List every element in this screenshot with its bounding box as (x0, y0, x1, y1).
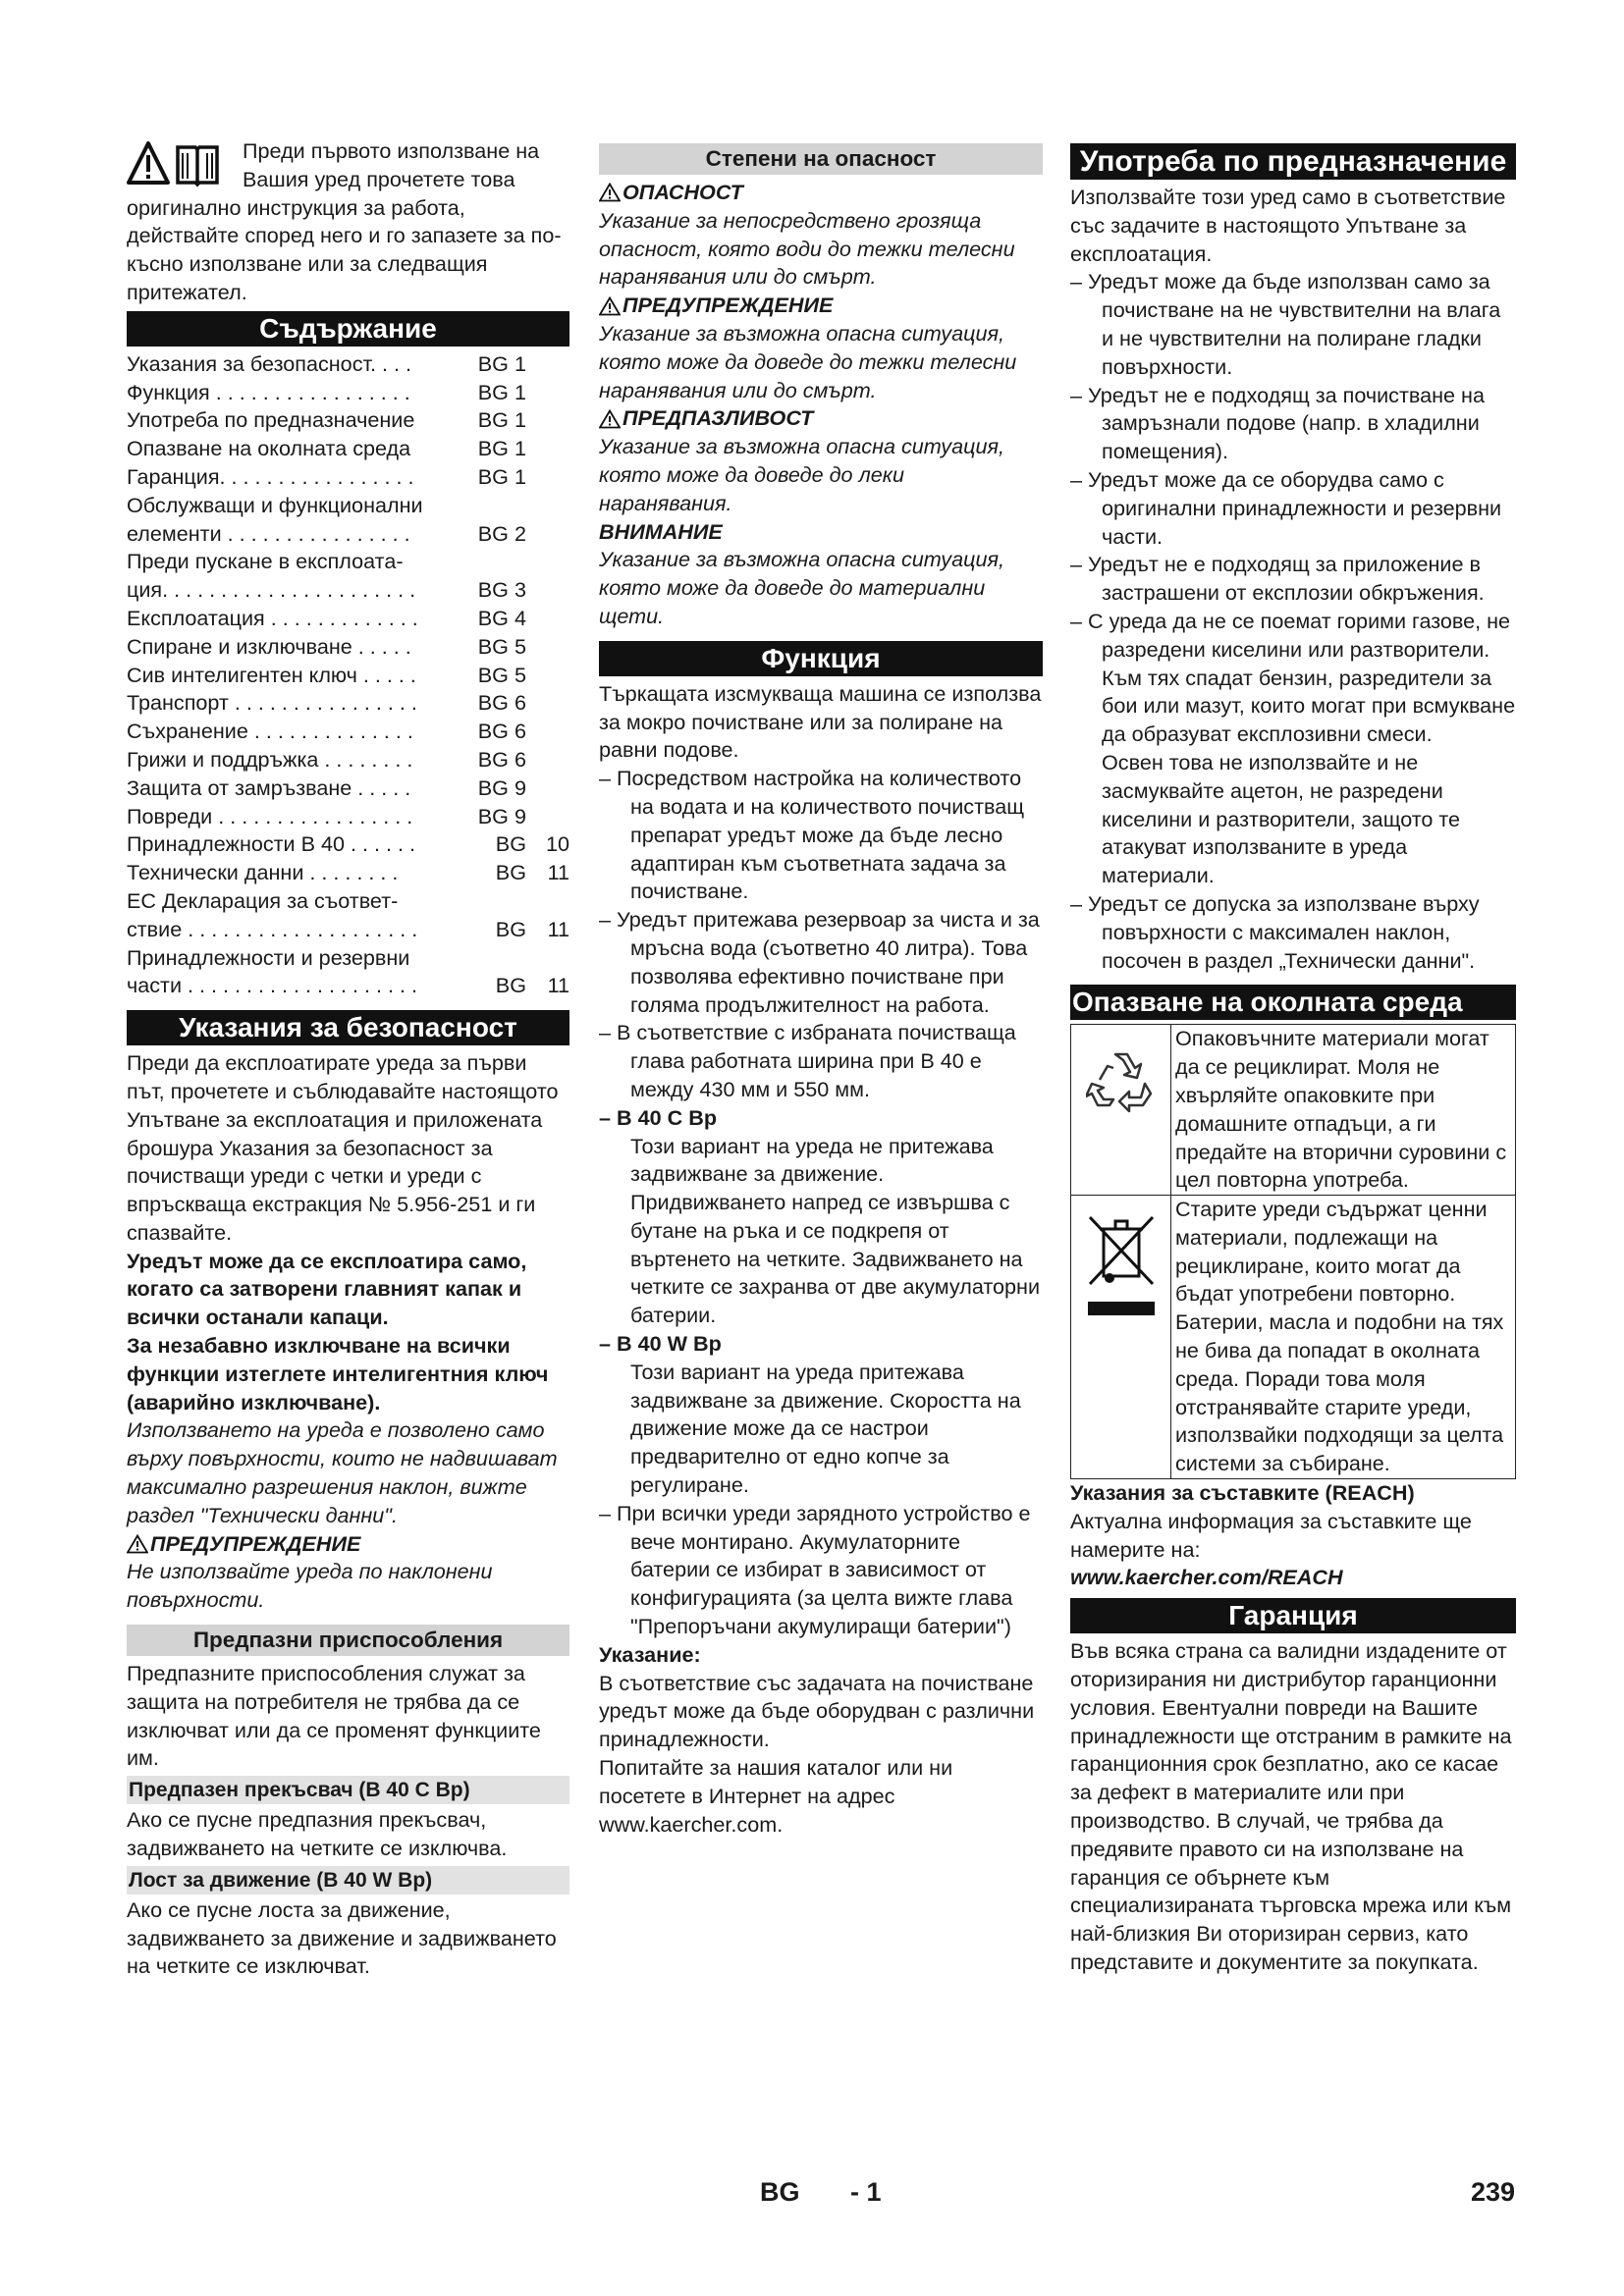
intended-use-text: Използвайте този уред само в съответствие със задачите в настоящото Упътване за експлоатация. (1070, 185, 1506, 266)
toc-item-label: Технически данни . . . . . . . . (127, 860, 399, 885)
toc-item (127, 830, 569, 859)
toc-item-page: BG 6 (477, 719, 526, 744)
intended-use-title: Употреба по предназначение (1070, 143, 1516, 180)
safety-devices-text: Предпазните приспособления служат за защита на потребителя не трябва да се изключват или да се променят функциите им. (127, 1661, 541, 1771)
toc-item-label: Функция . . . . . . . . . . . . . . . . . (127, 379, 410, 404)
toc-item-spacer (526, 406, 569, 435)
function-list-item: – Посредством настройка на количеството на водата и на количеството почистващ препарат уредът може да бъде лесно адаптиран към съответната задача за почистване. (599, 765, 1043, 906)
toc-item-label: ция. . . . . . . . . . . . . . . . . . . . . . (127, 577, 416, 603)
safety-devices-title: Предпазни приспособления (127, 1625, 569, 1656)
toc-item (127, 803, 569, 831)
warning-label-text: ПРЕДУПРЕЖДЕНИЕ (150, 1530, 361, 1556)
battery-list (599, 1500, 1043, 1641)
hazard-levels (599, 179, 1043, 631)
toc-item (127, 520, 569, 549)
toc-item (127, 689, 569, 718)
toc-item (127, 916, 569, 944)
toc-item-spacer (526, 350, 569, 379)
travel-lever-title: Лост за движение (В 40 W Bp) (127, 1866, 569, 1895)
battery-item: – При всички уреди зарядното устройство е вече монтирано. Акумулаторните батерии се избират в зависимост от конфигурацията (за целта вижте глава "Препоръчани акумулиращи батерии") (599, 1500, 1043, 1641)
hazard-level-text: Указание за непосредствено грозяща опасност, която води до тежки телесни наранявания или до смърт. (599, 207, 1015, 290)
safety-title: Указания за безопасност (127, 1010, 569, 1045)
toc-item-spacer (526, 803, 569, 831)
function-list-item: – Уредът притежава резервоар за чиста и за мръсна вода (съответно 40 литра). Това позволява ефективно почистване при голяма продължителност на работа. (599, 906, 1043, 1019)
reach-title: Указания за съставките (REACH) (1070, 1480, 1415, 1506)
hazard-level-name: ПРЕДПАЗЛИВОСТ (623, 405, 814, 431)
toc-item-page: BG 5 (477, 633, 526, 659)
toc-item-line: ЕС Декларация за съответ- (127, 887, 399, 913)
warning-manual-icon (127, 139, 243, 188)
toc-item-label: Грижи и поддръжка . . . . . . . . (127, 746, 413, 772)
reach-text: Актуална информация за съставките ще намерите на: (1070, 1508, 1472, 1562)
toc-item-label: Употреба по предназначение (127, 407, 415, 433)
note-text-2: Попитайте за нашия каталог или ни посетете в Интернет на адрес www.kaercher.com. (599, 1755, 953, 1837)
toc-item (127, 662, 569, 690)
weee-text: Старите уреди съдържат ценни материали, подлежащи на рециклиране, които могат да бъдат употребени повторно. Батерии, масла и подобни на тях не бива да попадат в околната среда. Поради това моля отстранявайте старите уреди, използвайки подходящи за целта системи за събиране. (1171, 1196, 1516, 1479)
toc-item-line: Обслужващи и функционални (127, 492, 423, 517)
footer-local-page: - 1 (850, 2177, 882, 2207)
toc-item-spacer (526, 718, 569, 746)
toc-item-page: BG 1 (477, 436, 526, 461)
toc-item (127, 859, 569, 887)
toc-item-label: Транспорт . . . . . . . . . . . . . . . . (127, 690, 417, 716)
toc-item-spacer (526, 576, 569, 605)
toc-item-page: BG (495, 860, 526, 885)
function-text: Търкащата изсмукваща машина се използва за мокро почистване или за полиране на равни подове. (599, 680, 1042, 763)
warning-triangle-icon (599, 183, 621, 202)
weee-row (1071, 1196, 1516, 1479)
toc-item (127, 972, 569, 1000)
safety-warning-text: Не използвайте уреда по наклонени повърхности. (127, 1559, 493, 1613)
toc-item-page: BG 5 (477, 662, 526, 687)
warning-triangle-icon (599, 409, 621, 429)
toc-item-spacer (526, 435, 569, 463)
environment-title: Опазване на околната среда (1070, 985, 1516, 1020)
note-label: Указание: (599, 1641, 701, 1667)
toc-item-number: 10 (545, 831, 569, 857)
toc-item-spacer (526, 520, 569, 549)
toc-item-number: 11 (547, 860, 569, 885)
hazard-level-label (599, 292, 1043, 320)
hazard-level-name: ОПАСНОСТ (623, 180, 743, 204)
toc-item-spacer (526, 605, 569, 633)
footer-page-number: 239 (1471, 2177, 1516, 2207)
toc-item (127, 746, 569, 774)
toc-item (127, 350, 569, 379)
toc-item-page: BG 6 (477, 690, 526, 716)
toc-item-page: BG 9 (477, 803, 526, 828)
hazard-level-label (599, 404, 1043, 433)
toc-item-spacer (526, 774, 569, 803)
toc-item-label: елементи . . . . . . . . . . . . . . . . (127, 520, 410, 546)
toc-item-page: BG (495, 831, 526, 857)
safety-italic: Използването на уреда е позволено само върху повърхности, които не надвишават максимално разрешения наклон, вижте раздел "Технически данни". (127, 1417, 558, 1527)
intended-use-item: – Уредът може да се оборудва само с оригинални принадлежности и резервни части. (1070, 466, 1516, 551)
intro-text: Преди първото използване на Вашия уред прочетете това оригинално инструкция за работа, действайте според него и го запазете за по-късно използване или за следващия притежател. (127, 138, 562, 304)
toc-item-spacer (526, 633, 569, 662)
toc-item (127, 435, 569, 463)
toc-item-label: Гаранция. . . . . . . . . . . . . . . . . (127, 463, 414, 489)
warning-triangle-icon (599, 296, 621, 316)
safety-bold-2: За незабавно изключване на всички функции изтеглете интелигентния ключ (аварийно изключване). (127, 1333, 549, 1415)
reach-link[interactable]: www.kaercher.com/REACH (1070, 1565, 1343, 1590)
intended-sub-1: Към тях спадат бензин, разредители за бои или мазут, които могат при всмукване да образуват експлозивни смеси. (1102, 665, 1516, 747)
toc-item-page: BG (495, 916, 526, 941)
crossed-bin-icon (1082, 1207, 1161, 1325)
toc-item (127, 379, 569, 407)
function-list-item: – В съответствие с избраната почистваща глава работната ширина при В 40 е между 430 мм и 550 мм. (599, 1019, 1043, 1103)
safety-text: Преди да експлоатирате уреда за първи път, прочетете и съблюдавайте настоящото Упътване за експлоатация и приложената брошура Указания за безопасност за почистващи уреди с четки и уреди с впръскваща екстракция № 5.956-251 и ги спазвайте. (127, 1050, 559, 1245)
toc-item (127, 633, 569, 662)
warning-triangle-icon (127, 1534, 148, 1554)
intended-use-item: – Уредът не е подходящ за приложение в застрашени от експлозии обкръжения. (1070, 551, 1516, 608)
toc-item-page: BG 1 (477, 379, 526, 404)
hazard-level-label (599, 179, 1043, 207)
variant-b40w-label: – В 40 W Bp (599, 1330, 1043, 1359)
toc-item-line: Преди пускане в експлоата- (127, 549, 404, 574)
table-of-contents (127, 350, 569, 1000)
toc-item-page: BG 1 (477, 407, 526, 433)
intended-use-item: – Уредът не е подходящ за почистване на замръзнали подове (напр. в хладилни помещения). (1070, 382, 1516, 466)
variant-b40w (599, 1330, 1043, 1359)
intended-use-item: – С уреда да не се поемат горими газове, не разредени киселини или разтворители. (1070, 608, 1516, 665)
hazard-level-name: ВНИМАНИЕ (599, 518, 723, 544)
hazard-level-label (599, 518, 1043, 547)
toc-item (127, 406, 569, 435)
intended-last-list (1070, 890, 1516, 975)
function-list (599, 765, 1043, 1104)
recycle-icon-cell (1071, 1025, 1171, 1196)
toc-item-spacer (526, 689, 569, 718)
toc-item-page: BG 3 (477, 577, 526, 603)
column-right (1070, 137, 1516, 1977)
footer-language: BG (760, 2177, 800, 2207)
toc-item (127, 463, 569, 492)
weee-icon-cell (1071, 1196, 1171, 1479)
toc-item-number: 11 (547, 916, 569, 941)
intro-block (127, 137, 569, 307)
toc-item-page: BG 1 (477, 463, 526, 489)
toc-item-label: Указания за безопасност. . . . (127, 350, 411, 376)
warranty-text: Във всяка страна са валидни издадените от оторизирания ни дистрибутор гаранционни условия. Евентуални повреди на Вашите принадлежности ще отстраним в рамките на гаранционния срок безплатно, ако се касае за дефект в материалите или при производство. В случай, че трябва да предявите правото си на използване на гаранция се обърнете към специализираната търговска мрежа или към най-близкия Ви оторизиран сервиз, като представите и документите за покупката. (1070, 1638, 1512, 1975)
toc-item-label: Експлоатация . . . . . . . . . . . . . (127, 605, 418, 630)
column-left (127, 137, 569, 1981)
safety-bold-1: Уредът може да се експлоатира само, когато са затворени главният капак и всички останали капаци. (127, 1248, 527, 1330)
intended-sub-2: Освен това не използвайте и не засмуквайте ацетон, не разредени киселини и разтворители, защото те атакуват използваните в уреда материали. (1102, 749, 1461, 888)
recycle-icon (1086, 1044, 1157, 1115)
toc-item (127, 718, 569, 746)
travel-lever-text: Ако се пусне лоста за движение, задвижването за движение и задвижването на четките се изключват. (127, 1896, 557, 1979)
toc-item-line: Принадлежности и резервни (127, 944, 410, 970)
column-middle (599, 137, 1043, 1839)
toc-item-label: Съхранение . . . . . . . . . . . . . . (127, 719, 413, 744)
toc-item-label: ствие . . . . . . . . . . . . . . . . . . . . (127, 916, 418, 941)
toc-item-label: Повреди . . . . . . . . . . . . . . . . . (127, 803, 413, 828)
toc-item-spacer (526, 379, 569, 407)
variant-b40c-text: Този вариант на уреда не притежава задвижване за движение. Придвижването напред се извършва с бутане на ръка и се подкрепя от въртенето на четките. Задвижването на четките се захранва от две акумулаторни батерии. (630, 1133, 1041, 1328)
toc-item-label: Сив интелигентен ключ . . . . . (127, 662, 416, 687)
safety-warning-label (127, 1530, 569, 1559)
environment-table (1070, 1024, 1516, 1479)
safety-switch-text: Ако се пусне предпазния прекъсвач, задвижването на четките се изключва. (127, 1807, 508, 1861)
toc-item-page: BG 2 (477, 520, 526, 546)
toc-item (127, 605, 569, 633)
variant-b40w-text: Този вариант на уреда притежава задвижване за движение. Скоростта на движение може да се настрои предварително от едно копче за регулиране. (630, 1359, 1021, 1498)
toc-item-spacer (526, 463, 569, 492)
note-text: В съответствие със задачата на почистване уредът може да бъде оборудван с различни принадлежности. (599, 1670, 1035, 1752)
intended-use-list (1070, 268, 1516, 664)
hazard-level-text: Указание за възможна опасна ситуация, която може да доведе до леки наранявания. (599, 434, 1005, 515)
contents-title: Съдържание (127, 311, 569, 347)
hazard-title: Степени на опасност (599, 143, 1043, 175)
intended-last-item: – Уредът се допуска за използване върху повърхности с максимален наклон, посочен в раздел „Технически данни". (1070, 890, 1516, 975)
safety-switch-title: Предпазен прекъсвач (В 40 С Вр) (127, 1776, 569, 1804)
recycle-text: Опаковъчните материали могат да се рециклират. Моля не хвърляйте опаковките при домашните отпадъци, а ги предайте на вторични суровини с цел повторна употреба. (1171, 1025, 1516, 1196)
toc-item-label: части . . . . . . . . . . . . . . . . . . . . (127, 973, 417, 998)
toc-item-label: Принадлежности В 40 . . . . . . (127, 831, 416, 857)
toc-item-page: BG 9 (477, 774, 526, 800)
toc-item-spacer (526, 662, 569, 690)
toc-item (127, 576, 569, 605)
variant-b40c (599, 1104, 1043, 1133)
toc-item-number: 11 (547, 973, 569, 998)
toc-item-label: Защита от замръзване . . . . . (127, 774, 411, 800)
toc-item-page: BG 1 (477, 350, 526, 376)
hazard-level-text: Указание за възможна опасна ситуация, която може да доведе до тежки телесни наранявания или до смърт. (599, 320, 1017, 402)
toc-item (127, 774, 569, 803)
intended-use-item: – Уредът може да бъде използван само за почистване на не чувствителни на влага и не чувствителни на полиране гладки повърхности. (1070, 268, 1516, 381)
toc-item-label: Опазване на околната среда (127, 436, 411, 461)
toc-item-page: BG 4 (477, 605, 526, 630)
toc-item-spacer (526, 746, 569, 774)
toc-item-page: BG (495, 973, 526, 998)
hazard-level-name: ПРЕДУПРЕЖДЕНИЕ (623, 293, 834, 318)
recycle-row (1071, 1025, 1516, 1196)
warranty-title: Гаранция (1070, 1598, 1516, 1633)
function-title: Функция (599, 641, 1043, 676)
toc-item-page: BG 6 (477, 746, 526, 772)
toc-item-label: Спиране и изключване . . . . . (127, 633, 411, 659)
hazard-level-text: Указание за възможна опасна ситуация, която може да доведе до материални щети. (599, 547, 1005, 628)
variant-b40c-label: – В 40 С Вр (599, 1104, 1043, 1133)
